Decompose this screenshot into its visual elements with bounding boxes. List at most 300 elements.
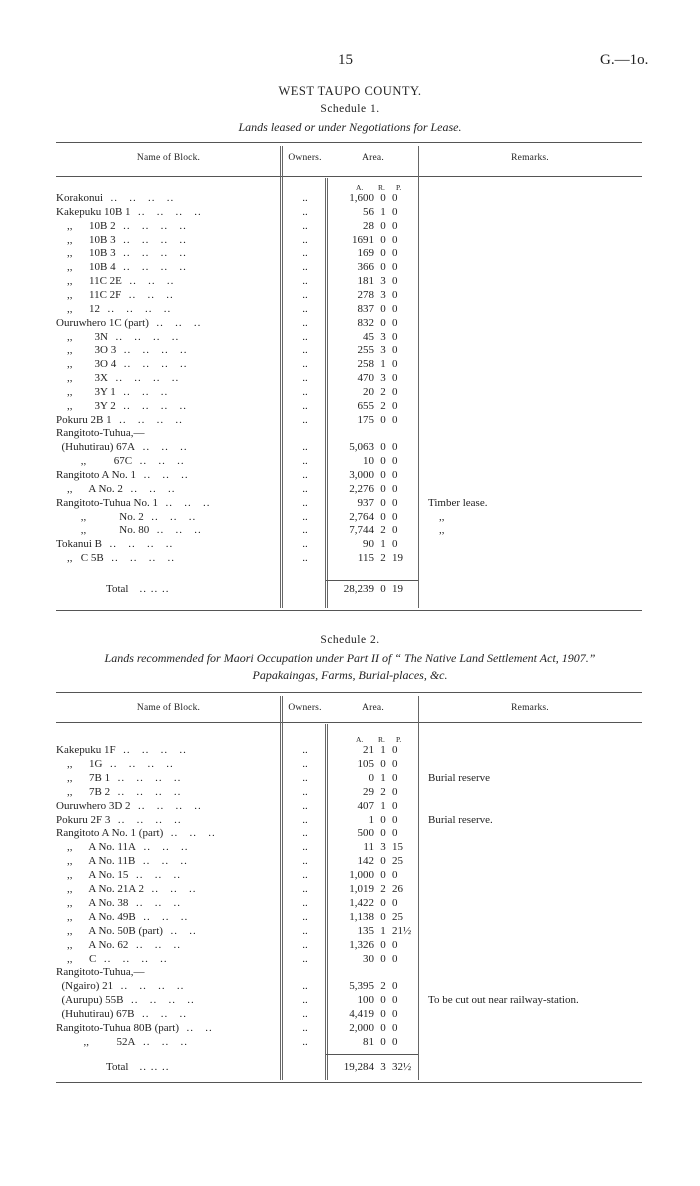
owners-cell: .. (302, 538, 308, 551)
area-perches: 0 (392, 385, 398, 398)
area-perches: 0 (392, 413, 398, 426)
area-roods: 3 (380, 275, 386, 288)
area-acres: 115 (357, 552, 374, 565)
area-roods: 0 (380, 855, 386, 868)
owners-cell: .. (302, 469, 308, 481)
area-roods: 0 (380, 869, 386, 882)
block-name: ,, 3O 4 .. .. .. .. (56, 358, 188, 371)
area-perches: 0 (392, 205, 398, 218)
owners-cell: .. (302, 744, 308, 756)
area-perches: 0 (392, 1035, 398, 1048)
area-perches: 0 (392, 799, 398, 812)
owners-cell: .. (302, 358, 308, 371)
area-perches: 0 (392, 192, 398, 204)
table-row (56, 801, 642, 812)
table-row (56, 262, 642, 273)
area-roods: 2 (380, 399, 386, 412)
area-perches: 0 (392, 441, 398, 454)
area-roods: 3 (380, 288, 386, 301)
area-acres: 81 (363, 1035, 374, 1048)
total-row: Total .. .. .. 28,239 0 19 (106, 583, 403, 595)
owners-cell: .. (302, 896, 308, 909)
area-roods: 0 (380, 247, 386, 260)
area-roods: 1 (380, 924, 386, 937)
block-name: Korakonui .. .. .. .. (56, 192, 175, 204)
block-name: ,, A No. 38 .. .. .. (56, 896, 181, 909)
table-top-rule (56, 142, 642, 143)
area-roods: 1 (380, 771, 386, 784)
total-rule (326, 580, 418, 581)
area-acres: 20 (363, 385, 374, 398)
owners-cell: .. (302, 1008, 308, 1021)
area-acres: 1,000 (349, 869, 374, 882)
area-roods: 3 (380, 344, 386, 357)
block-name: ,, A No. 2 .. .. .. (56, 482, 176, 495)
table-row (56, 304, 642, 315)
owners-cell: .. (302, 952, 308, 965)
area-acres: 10 (363, 455, 374, 468)
owners-cell: .. (302, 344, 308, 357)
area-roods: 0 (380, 938, 386, 951)
area-acres: 30 (363, 952, 374, 965)
area-acres: 175 (357, 413, 374, 426)
area-perches: 25 (392, 855, 403, 868)
area-acres: 1,422 (349, 896, 374, 909)
column-header-owners: Owners. (288, 703, 322, 713)
block-name: ,, 7B 1 .. .. .. .. (56, 771, 182, 784)
owners-cell: .. (302, 372, 308, 385)
table-row (56, 235, 642, 246)
remarks-cell: Burial reserve (428, 771, 490, 784)
block-name: ,, 12 .. .. .. .. (56, 302, 172, 315)
block-name: Kakepuku 1F .. .. .. .. (56, 744, 187, 756)
block-name: ,, 1G .. .. .. .. (56, 757, 174, 770)
area-perches: 0 (392, 994, 398, 1007)
table-row (56, 290, 642, 301)
table-row (56, 332, 642, 343)
area-roods: 0 (380, 261, 386, 274)
owners-cell: .. (302, 994, 308, 1007)
area-roods: 0 (380, 469, 386, 481)
remarks-cell: Timber lease. (428, 496, 488, 509)
area-roods: 0 (380, 219, 386, 232)
table-row (56, 221, 642, 232)
area-perches: 0 (392, 510, 398, 523)
table-row (56, 401, 642, 412)
area-roods: 3 (380, 372, 386, 385)
owners-cell: .. (302, 924, 308, 937)
area-perches: 0 (392, 538, 398, 551)
area-perches: 0 (392, 827, 398, 840)
owners-cell: .. (302, 980, 308, 993)
area-perches: 0 (392, 316, 398, 329)
table-row (56, 442, 642, 453)
block-name: ,, 10B 3 .. .. .. .. (56, 247, 187, 260)
owners-cell: .. (302, 771, 308, 784)
block-name: ,, 52A .. .. .. (56, 1035, 188, 1048)
owners-cell: .. (302, 757, 308, 770)
table-row (56, 345, 642, 356)
area-roods: 0 (380, 441, 386, 454)
owners-cell: .. (302, 205, 308, 218)
table-row (56, 1037, 642, 1048)
area-perches: 0 (392, 399, 398, 412)
area-roods: 0 (380, 827, 386, 840)
owners-cell: .. (302, 219, 308, 232)
area-roods: 2 (380, 385, 386, 398)
area-perches: 0 (392, 219, 398, 232)
owners-cell: .. (302, 316, 308, 329)
owners-cell: .. (302, 883, 308, 895)
remarks-cell: ,, (428, 510, 445, 523)
block-name: Kakepuku 10B 1 .. .. .. .. (56, 205, 202, 218)
table-row (56, 870, 642, 881)
area-roods: 0 (380, 813, 386, 826)
area-perches: 0 (392, 785, 398, 798)
column-header-name: Name of Block. (136, 153, 201, 163)
area-perches: 0 (392, 302, 398, 315)
owners-cell: .. (302, 399, 308, 412)
area-perches: 0 (392, 757, 398, 770)
table-row (56, 828, 642, 839)
table-row (56, 484, 642, 495)
area-acres: 366 (357, 261, 374, 274)
area-acres: 5,063 (349, 441, 374, 454)
area-perches: 0 (392, 524, 398, 537)
area-roods: 0 (380, 1035, 386, 1048)
table-top-rule (56, 692, 642, 693)
table-row (56, 842, 642, 853)
schedule2-title: Schedule 2. (320, 634, 380, 646)
area-acres: 1,138 (349, 910, 374, 923)
schedule1-table (56, 142, 642, 612)
area-perches: 0 (392, 869, 398, 882)
header-rule (56, 722, 642, 723)
block-name: Pokuru 2B 1 .. .. .. .. (56, 413, 183, 426)
page-number: 15 (338, 52, 353, 68)
block-name: Tokanui B .. .. .. .. (56, 538, 174, 551)
area-roods: 0 (380, 910, 386, 923)
owners-cell: .. (302, 799, 308, 812)
area-perches: 25 (392, 910, 403, 923)
table-row (56, 373, 642, 384)
schedule1-subtitle: Lands leased or under Negotiations for Lease. (238, 120, 462, 134)
block-name: ,, No. 80 .. .. .. (56, 524, 202, 537)
block-name: ,, A No. 62 .. .. .. (56, 938, 181, 951)
column-header-area: Area. (362, 703, 384, 713)
owners-cell: .. (302, 1022, 308, 1034)
area-perches: 0 (392, 358, 398, 371)
table-row (56, 884, 642, 895)
owners-cell: .. (302, 385, 308, 398)
area-acres: 4,419 (349, 1008, 374, 1021)
area-roods: 0 (380, 757, 386, 770)
area-acres: 837 (357, 302, 374, 315)
area-acres: 1,326 (349, 938, 374, 951)
area-acres: 28 (363, 219, 374, 232)
owners-cell: .. (302, 813, 308, 826)
block-name: ,, 10B 3 .. .. .. .. (56, 233, 187, 246)
area-roods: 2 (380, 883, 386, 895)
owners-cell: .. (302, 841, 308, 854)
area-perches: 15 (392, 841, 403, 854)
column-header-name: Name of Block. (136, 703, 201, 713)
table-row (56, 498, 642, 509)
block-name: Ouruwhero 3D 2 .. .. .. .. (56, 799, 202, 812)
table-row (56, 981, 642, 992)
remarks-cell: ,, (428, 524, 445, 537)
table-row (56, 525, 642, 536)
owners-cell: .. (302, 482, 308, 495)
area-acres: 278 (357, 288, 374, 301)
area-acres: 7,744 (349, 524, 374, 537)
schedule1-title: Schedule 1. (320, 103, 380, 115)
block-name: ,, 3Y 1 .. .. .. (56, 385, 169, 398)
units-row: A. R. P. (356, 183, 402, 192)
area-perches: 0 (392, 744, 398, 756)
owners-cell: .. (302, 552, 308, 565)
area-perches: 0 (392, 482, 398, 495)
owners-cell: .. (302, 441, 308, 454)
block-name: Rangitoto-Tuhua No. 1 .. .. .. (56, 496, 211, 509)
column-header-area: Area. (362, 153, 384, 163)
block-name: ,, 3X .. .. .. .. (56, 372, 180, 385)
area-perches: 19 (392, 552, 403, 565)
table-row (56, 967, 642, 978)
table-row (56, 856, 642, 867)
block-name: ,, 7B 2 .. .. .. .. (56, 785, 182, 798)
column-header-owners: Owners. (288, 153, 322, 163)
area-acres: 100 (357, 994, 374, 1007)
total-row: Total .. .. .. 19,284 3 32½ (106, 1061, 412, 1073)
area-roods: 0 (380, 455, 386, 468)
area-acres: 1,600 (349, 192, 374, 204)
area-perches: 0 (392, 1008, 398, 1021)
area-roods: 1 (380, 538, 386, 551)
table-bottom-rule (56, 1082, 642, 1083)
area-perches: 0 (392, 455, 398, 468)
block-name: ,, A No. 50B (part) .. .. (56, 924, 197, 937)
area-roods: 0 (380, 496, 386, 509)
owners-cell: .. (302, 524, 308, 537)
area-acres: 470 (357, 372, 374, 385)
table-row (56, 248, 642, 259)
area-perches: 0 (392, 813, 398, 826)
area-perches: 26 (392, 883, 403, 895)
area-perches: 0 (392, 330, 398, 343)
units-row: A. R. P. (356, 735, 402, 744)
owners-cell: .. (302, 330, 308, 343)
schedule2-subtitle-secondary: Papakaingas, Farms, Burial-places, &c. (252, 668, 448, 682)
area-roods: 2 (380, 552, 386, 565)
area-acres: 407 (357, 799, 374, 812)
area-perches: 0 (392, 275, 398, 288)
area-perches: 0 (392, 771, 398, 784)
table-row (56, 745, 642, 756)
area-acres: 2,276 (349, 482, 374, 495)
block-name: ,, A No. 11B .. .. .. (56, 855, 188, 868)
area-roods: 1 (380, 744, 386, 756)
area-roods: 3 (380, 841, 386, 854)
block-name: Rangitoto-Tuhua,— (56, 966, 145, 979)
block-name: ,, 3Y 2 .. .. .. .. (56, 399, 188, 412)
table-row (56, 815, 642, 826)
area-roods: 0 (380, 192, 386, 204)
block-name: ,, C 5B .. .. .. .. (56, 552, 175, 565)
total-rule (326, 1054, 418, 1055)
table-row (56, 456, 642, 467)
table-row (56, 276, 642, 287)
area-roods: 1 (380, 358, 386, 371)
block-name: Ouruwhero 1C (part) .. .. .. (56, 316, 202, 329)
block-name: ,, 11C 2F .. .. .. (56, 288, 174, 301)
column-header-remarks: Remarks. (511, 153, 549, 163)
area-acres: 1,019 (349, 883, 374, 895)
area-perches: 0 (392, 980, 398, 993)
table-bottom-rule (56, 610, 642, 611)
table-row (56, 553, 642, 564)
area-roods: 0 (380, 1008, 386, 1021)
area-roods: 2 (380, 785, 386, 798)
table-row (56, 759, 642, 770)
owners-cell: .. (302, 1035, 308, 1048)
table-row (56, 318, 642, 329)
table-row (56, 1023, 642, 1034)
table-row (56, 359, 642, 370)
table-row (56, 512, 642, 523)
owners-cell: .. (302, 827, 308, 840)
area-roods: 0 (380, 1022, 386, 1034)
block-name: Rangitoto-Tuhua 80B (part) .. .. (56, 1022, 213, 1034)
area-acres: 0 (368, 771, 374, 784)
block-name: Rangitoto A No. 1 .. .. .. (56, 469, 189, 481)
area-acres: 937 (357, 496, 374, 509)
area-perches: 0 (392, 233, 398, 246)
area-acres: 1691 (352, 233, 374, 246)
block-name: Pokuru 2F 3 .. .. .. .. (56, 813, 182, 826)
block-name: Rangitoto-Tuhua,— (56, 427, 145, 440)
area-acres: 56 (363, 205, 374, 218)
area-roods: 2 (380, 980, 386, 993)
area-acres: 5,395 (349, 980, 374, 993)
block-name: (Huhutirau) 67A .. .. .. (56, 441, 188, 454)
owners-cell: .. (302, 869, 308, 882)
block-name: ,, 10B 2 .. .. .. .. (56, 219, 187, 232)
owners-cell: .. (302, 855, 308, 868)
table-row (56, 1009, 642, 1020)
table-row (56, 898, 642, 909)
column-header-remarks: Remarks. (511, 703, 549, 713)
table-row (56, 415, 642, 426)
table-row (56, 787, 642, 798)
table-row (56, 387, 642, 398)
area-perches: 0 (392, 1022, 398, 1034)
block-name: ,, 10B 4 .. .. .. .. (56, 261, 187, 274)
area-roods: 0 (380, 413, 386, 426)
area-acres: 255 (357, 344, 374, 357)
owners-cell: .. (302, 302, 308, 315)
table-row (56, 995, 642, 1006)
owners-cell: .. (302, 413, 308, 426)
table-row (56, 428, 642, 439)
block-name: ,, 3N .. .. .. .. (56, 330, 180, 343)
owners-cell: .. (302, 510, 308, 523)
area-roods: 0 (380, 482, 386, 495)
area-perches: 0 (392, 496, 398, 509)
block-name: ,, No. 2 .. .. .. (56, 510, 197, 523)
block-name: ,, 11C 2E .. .. .. (56, 275, 175, 288)
area-acres: 832 (357, 316, 374, 329)
table-row (56, 926, 642, 937)
area-roods: 0 (380, 302, 386, 315)
area-roods: 1 (380, 205, 386, 218)
block-name: ,, 3O 3 .. .. .. .. (56, 344, 188, 357)
area-acres: 500 (357, 827, 374, 840)
block-name: Rangitoto A No. 1 (part) .. .. .. (56, 827, 216, 840)
table-row (56, 912, 642, 923)
remarks-cell: To be cut out near railway-station. (428, 994, 579, 1007)
schedule2-subtitle: Lands recommended for Maori Occupation under Part II of “ The Native Land Settlement Act, 1907.” (104, 651, 596, 665)
owners-cell: .. (302, 192, 308, 204)
area-acres: 3,000 (349, 469, 374, 481)
area-roods: 0 (380, 316, 386, 329)
owners-cell: .. (302, 288, 308, 301)
area-roods: 1 (380, 799, 386, 812)
owners-cell: .. (302, 938, 308, 951)
block-name: ,, A No. 21A 2 .. .. .. (56, 883, 197, 895)
owners-cell: .. (302, 275, 308, 288)
area-roods: 3 (380, 330, 386, 343)
block-name: ,, 67C .. .. .. (56, 455, 185, 468)
block-name: (Ngairo) 21 .. .. .. .. (56, 980, 185, 993)
area-perches: 21½ (392, 924, 412, 937)
table-row (56, 954, 642, 965)
area-acres: 135 (357, 924, 374, 937)
table-row (56, 539, 642, 550)
area-perches: 0 (392, 247, 398, 260)
remarks-cell: Burial reserve. (428, 813, 493, 826)
table-row (56, 773, 642, 784)
area-acres: 29 (363, 785, 374, 798)
area-roods: 0 (380, 896, 386, 909)
block-name: ,, A No. 15 .. .. .. (56, 869, 181, 882)
area-perches: 0 (392, 344, 398, 357)
area-roods: 0 (380, 952, 386, 965)
area-acres: 2,764 (349, 510, 374, 523)
document-reference: G.—1o. (600, 52, 649, 68)
table-row (56, 940, 642, 951)
area-acres: 181 (357, 275, 374, 288)
area-acres: 142 (357, 855, 374, 868)
table-row (56, 470, 642, 481)
area-acres: 45 (363, 330, 374, 343)
area-acres: 11 (363, 841, 374, 854)
area-acres: 258 (357, 358, 374, 371)
block-name: ,, C .. .. .. .. (56, 952, 168, 965)
block-name: ,, A No. 49B .. .. .. (56, 910, 189, 923)
table-row (56, 193, 642, 204)
owners-cell: .. (302, 261, 308, 274)
table-row (56, 207, 642, 218)
block-name: (Huhutirau) 67B .. .. .. (56, 1008, 188, 1021)
area-acres: 1 (368, 813, 374, 826)
area-perches: 0 (392, 288, 398, 301)
owners-cell: .. (302, 785, 308, 798)
area-acres: 655 (357, 399, 374, 412)
block-name: ,, A No. 11A .. .. .. (56, 841, 189, 854)
area-perches: 0 (392, 372, 398, 385)
area-perches: 0 (392, 469, 398, 481)
